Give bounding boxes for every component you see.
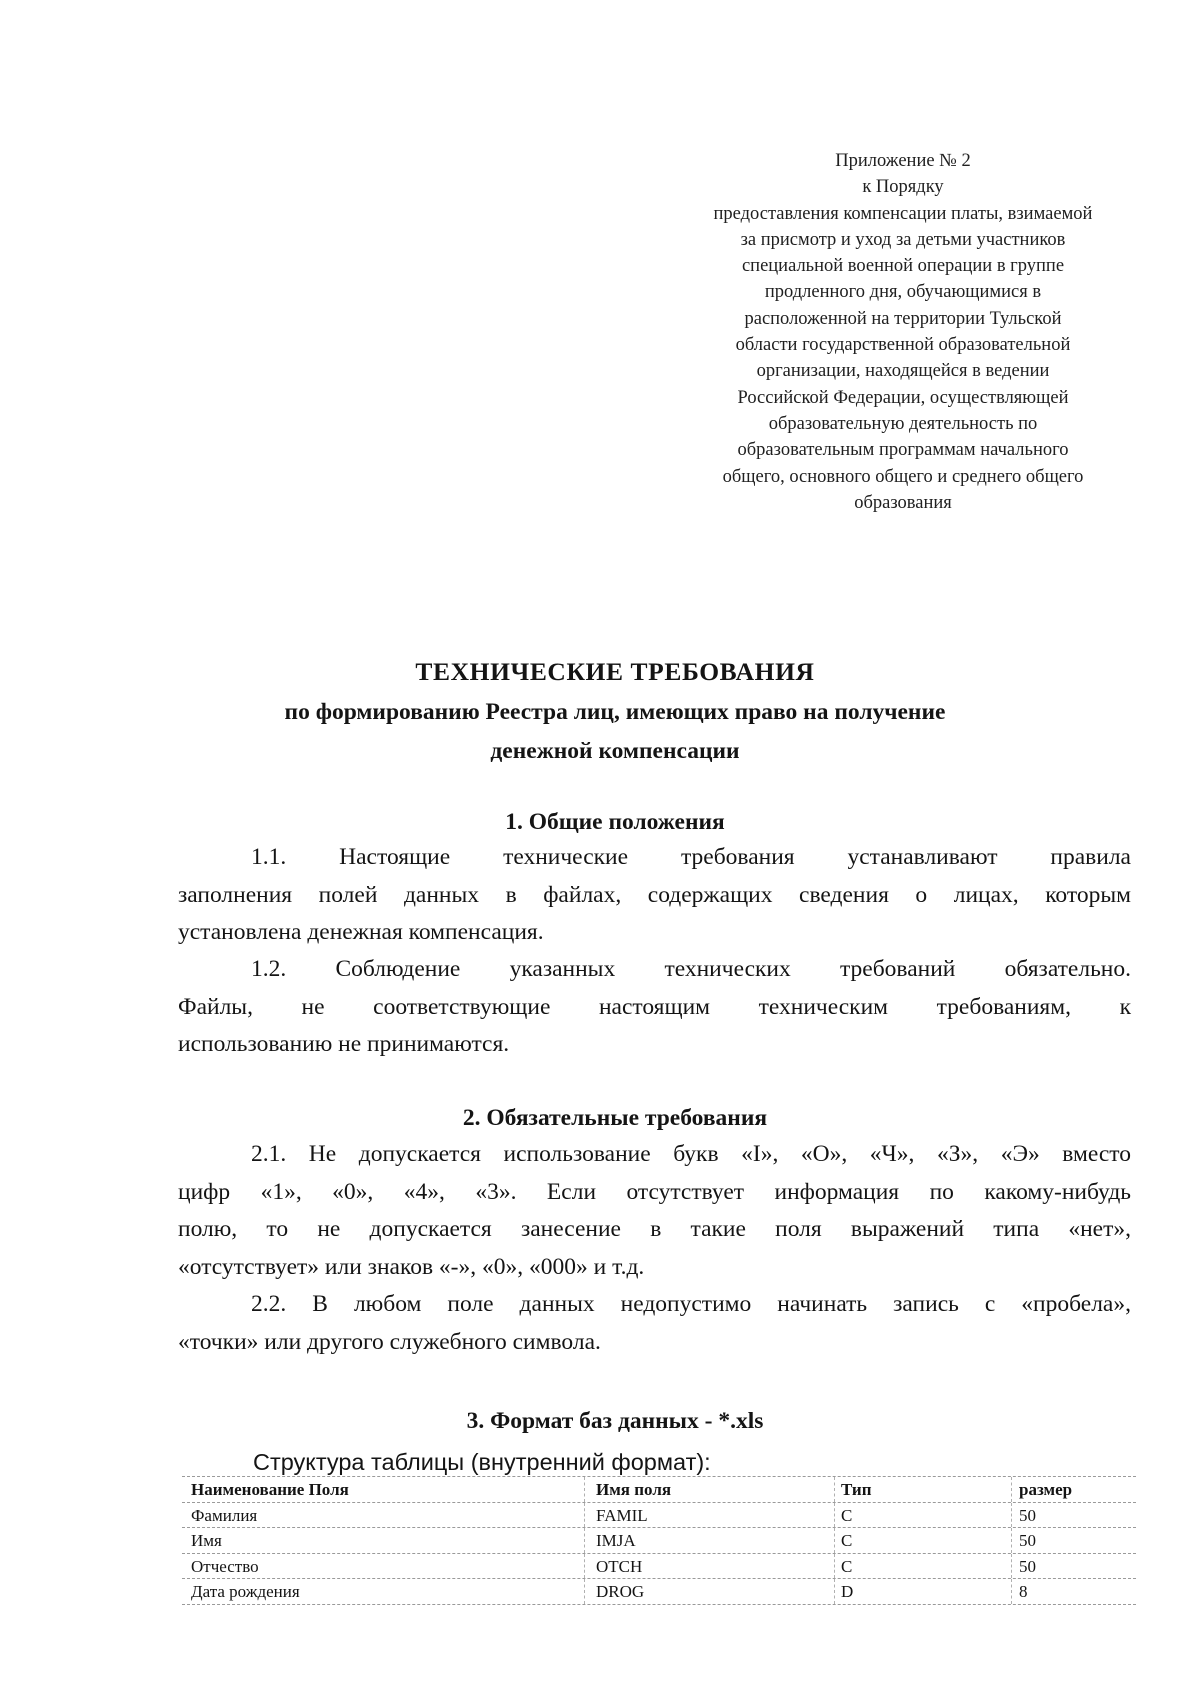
table-cell: C: [841, 1531, 853, 1550]
table-cell: Фамилия: [191, 1505, 258, 1525]
paragraph-1-2: [178, 951, 1131, 1064]
appendix-line: продленного дня, обучающимися в: [764, 282, 1042, 303]
table-row: [182, 1554, 1136, 1580]
paragraph-line: 1.1. Настоящие технические требования устанавливают правила: [251, 844, 1131, 870]
appendix-line: организации, находящейся в ведении: [756, 361, 1050, 382]
paragraph-line: установлена денежная компенсация.: [178, 919, 544, 945]
paragraph-line: 1.2. Соблюдение указанных технических требований обязательно.: [251, 956, 1131, 982]
column-header: Имя поля: [596, 1480, 672, 1499]
table-cell: OTCH: [596, 1556, 643, 1576]
column-divider: [1011, 1477, 1012, 1502]
paragraph-line: «отсутствует» или знаков «-», «0», «000» и т.д.: [178, 1253, 645, 1280]
paragraph-2-2: [178, 1286, 1131, 1361]
table-cell: D: [841, 1582, 854, 1601]
column-divider: [1011, 1503, 1012, 1528]
column-header: Тип: [841, 1480, 872, 1499]
appendix-line: предоставления компенсации платы, взимаемой: [713, 203, 1093, 224]
paragraph-1-1: [178, 839, 1131, 952]
table-cell: 50: [1019, 1531, 1036, 1550]
column-divider: [584, 1477, 585, 1502]
column-divider: [834, 1528, 835, 1553]
column-divider: [584, 1528, 585, 1553]
column-divider: [1011, 1579, 1012, 1604]
column-divider: [834, 1554, 835, 1579]
table-cell: Дата рождения: [191, 1582, 300, 1601]
paragraph-line: цифр «1», «0», «4», «3». Если отсутствует информация по какому-нибудь: [178, 1178, 1131, 1205]
paragraph-line: полю, то не допускается занесение в такие поля выражений типа «нет»,: [178, 1216, 1131, 1242]
subtitle-line: по формированию Реестра лиц, имеющих право на получение: [284, 699, 946, 725]
table-header-row: [182, 1476, 1136, 1503]
section-heading-general: 1. Общие положения: [505, 809, 725, 835]
appendix-line: Приложение № 2: [835, 151, 971, 171]
table-row: [182, 1579, 1136, 1605]
table-cell: IMJA: [596, 1531, 636, 1550]
table-cell: Имя: [191, 1531, 222, 1550]
appendix-line: к Порядку: [862, 177, 944, 198]
table-caption: Структура таблицы (внутренний формат):: [253, 1449, 711, 1475]
paragraph-line: 2.1. Не допускается использование букв «I», «О», «Ч», «З», «Э» вместо: [251, 1141, 1131, 1167]
table-cell: 8: [1019, 1582, 1028, 1601]
column-divider: [834, 1503, 835, 1528]
table-cell: FAMIL: [596, 1505, 648, 1525]
appendix-line: общего, основного общего и среднего общего: [722, 466, 1084, 487]
column-header: размер: [1019, 1480, 1073, 1499]
column-divider: [584, 1579, 585, 1604]
appendix-line: за присмотр и уход за детьми участников: [740, 229, 1066, 250]
paragraph-line: «точки» или другого служебного символа.: [178, 1328, 601, 1355]
column-header: Наименование Поля: [191, 1480, 349, 1499]
column-divider: [584, 1554, 585, 1579]
appendix-line: образовательную деятельность по: [768, 413, 1038, 434]
paragraph-line: заполнения полей данных в файлах, содержащих сведения о лицах, которым: [178, 881, 1131, 908]
column-divider: [834, 1477, 835, 1502]
paragraph-2-1: [178, 1136, 1131, 1286]
table-cell: 50: [1019, 1556, 1036, 1576]
table-cell: C: [841, 1556, 853, 1576]
subtitle-line: денежной компенсации: [490, 737, 740, 764]
column-divider: [584, 1503, 585, 1528]
appendix-line: образования: [854, 492, 952, 513]
paragraph-line: Файлы, не соответствующие настоящим техническим требованиям, к: [178, 993, 1131, 1020]
table-row: [182, 1503, 1136, 1529]
column-divider: [1011, 1528, 1012, 1553]
appendix-line: Российской Федерации, осуществляющей: [737, 387, 1069, 408]
table-cell: 50: [1019, 1505, 1036, 1525]
appendix-line: специальной военной операции в группе: [741, 256, 1065, 277]
column-divider: [1011, 1554, 1012, 1579]
appendix-line: образовательным программам начального: [737, 440, 1069, 461]
paragraph-line: 2.2. В любом поле данных недопустимо начинать запись с «пробела»,: [251, 1291, 1131, 1317]
section-heading-format: 3. Формат баз данных - *.xls: [466, 1408, 764, 1434]
appendix-line: области государственной образовательной: [735, 335, 1071, 356]
table-cell: C: [841, 1505, 853, 1525]
appendix-line: расположенной на территории Тульской: [744, 308, 1062, 329]
section-heading-mandatory: 2. Обязательные требования: [462, 1105, 768, 1131]
table-cell: DROG: [596, 1582, 645, 1601]
document-subtitle: [170, 693, 1060, 770]
appendix-header: [672, 148, 1134, 516]
paragraph-line: использованию не принимаются.: [178, 1031, 510, 1057]
table-cell: Отчество: [191, 1556, 259, 1576]
table-row: [182, 1528, 1136, 1554]
document-title: ТЕХНИЧЕСКИЕ ТРЕБОВАНИЯ: [415, 657, 815, 686]
fields-table: [182, 1476, 1136, 1605]
column-divider: [834, 1579, 835, 1604]
